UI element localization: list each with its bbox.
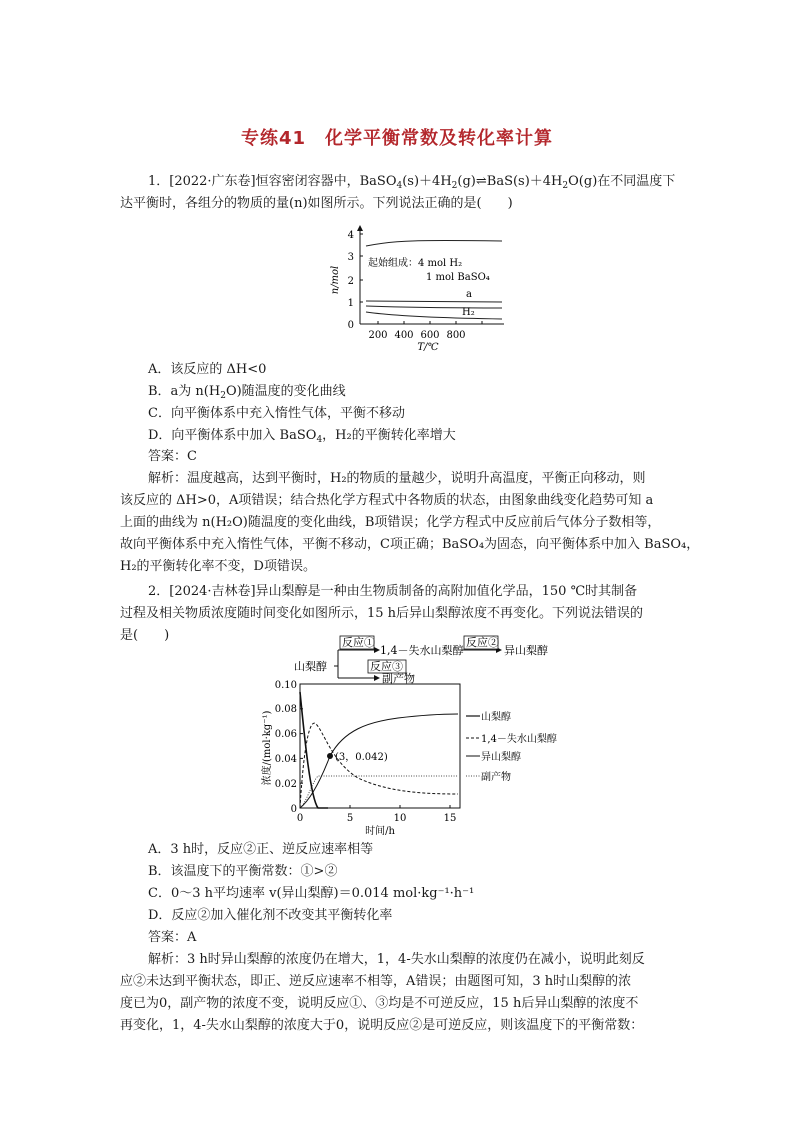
q1-curve-h2o [366, 241, 502, 246]
q1-annot-line2: 1 mol BaSO₄ [426, 272, 490, 283]
q1-ytick-3: 3 [347, 252, 354, 263]
q2-explanation-1: 解析：3 h时异山梨醇的浓度仍在增大，1，4-失水山梨醇的浓度仍在减小，说明此刻反 [148, 952, 645, 967]
q1-option-a: A．该反应的 ΔH<0 [148, 362, 267, 377]
q1-explanation-3: 上面的曲线为 n(H₂O)随温度的变化曲线，B项错误；化学方程式中反应前后气体分子数相等， [120, 515, 661, 530]
q2-stem-line2: 过程及相关物质浓度随时间变化如图所示，15 h后异山梨醇浓度不再变化。下列说法错误的 [120, 606, 644, 621]
q1-explanation-5: H₂的平衡转化率不变，D项错误。 [120, 559, 316, 574]
q1-curve-mid [366, 306, 502, 308]
q2-ytick-010: 0.10 [274, 680, 297, 691]
q2-xtick-15: 15 [443, 813, 457, 824]
q2-option-a: A．3 h时，反应②正、逆反应速率相等 [148, 842, 374, 857]
q2-ylabel: 浓度/(mol·kg⁻¹) [262, 710, 273, 786]
q1-ytick-0: 0 [347, 320, 354, 331]
q1-xtick-600: 600 [420, 330, 440, 341]
q2-xtick-0: 0 [296, 813, 304, 824]
q2-scheme-reactant: 山梨醇 [294, 660, 327, 673]
q1-xtick-200: 200 [368, 330, 388, 341]
q1-yticks [348, 230, 363, 331]
q2-curve-byproduct [300, 776, 458, 808]
q2-scheme-intermediate: 1,4－失水山梨醇 [380, 644, 464, 657]
q1-xtick-400: 400 [394, 330, 414, 341]
q2-ytick-004: 0.04 [274, 754, 297, 765]
q2-xlabel: 时间/h [365, 826, 395, 837]
q2-legend-sorbitol: 山梨醇 [481, 712, 511, 723]
q2-explanation-2: 应②未达到平衡状态，即正、逆反应速率不相等，A错误；由题图可知，3 h时山梨醇的浓 [120, 974, 632, 989]
q1-label-h2: H₂ [462, 307, 475, 318]
q2-figure [258, 632, 558, 838]
q1-label-a: a [466, 289, 472, 300]
q1-curve-h2 [366, 312, 502, 319]
q1-curve-a [366, 301, 502, 302]
q2-scheme-r3: 反应③ [370, 660, 403, 673]
q2-xtick-5: 5 [346, 813, 354, 824]
q2-scheme-byproduct: 副产物 [382, 672, 415, 685]
q2-explanation-3: 度已为0，副产物的浓度不变，说明反应①、③均是不可逆反应，15 h后异山梨醇的浓度不 [120, 996, 639, 1011]
q2-scheme-product: 异山梨醇 [504, 644, 548, 657]
q1-ytick-2: 2 [347, 276, 354, 287]
q1-option-d: D．向平衡体系中加入 BaSO$_4$，H₂的平衡转化率增大 [148, 428, 456, 445]
q1-explanation-2: 该反应的 ΔH>0，A项错误；结合热化学方程式中各物质的状态，由图象曲线变化趋势可知 a [120, 493, 654, 508]
q1-explanation-4: 故向平衡体系中充入惰性气体，平衡不移动，C项正确；BaSO₄为固态，向平衡体系中加入 BaSO₄， [120, 537, 700, 552]
q2-yticks [275, 680, 303, 815]
q1-annot-line1: 起始组成：4 mol H₂ [368, 258, 463, 269]
q2-ytick-008: 0.08 [274, 704, 297, 715]
q1-option-c: C．向平衡体系中充入惰性气体，平衡不移动 [148, 406, 405, 421]
q2-option-c: C．0～3 h平均速率 v(异山梨醇)＝0.014 mol·kg⁻¹·h⁻¹ [148, 886, 475, 901]
q1-ytick-1: 1 [347, 298, 354, 309]
q2-stem-line1: 2．[2024·吉林卷]异山梨醇是一种由生物质制备的高附加值化学品，150 ℃时其制备 [148, 584, 638, 599]
q2-stem-line3: 是( ) [120, 628, 170, 643]
q2-scheme-r1: 反应① [342, 636, 375, 649]
q1-stem-line2: 达平衡时，各组分的物质的量(n)如图所示。下列说法正确的是( ) [120, 196, 513, 211]
q2-legend-byproduct: 副产物 [481, 772, 511, 783]
q2-curve-anhydro [300, 723, 458, 808]
q2-legend-isosorbide: 异山梨醇 [481, 752, 521, 763]
q2-answer: 答案：A [148, 930, 197, 945]
q2-point-label: (3，0.042) [335, 752, 388, 763]
q2-ytick-0: 0 [290, 804, 297, 815]
q2-scheme-r2: 反应② [466, 636, 499, 649]
q1-xlabel: T/℃ [417, 342, 439, 352]
q1-stem-line1: 1．[2022·广东卷]恒容密闭容器中，$BaSO_4(s)+4H_2(g)\rightleftharpoons BaS(s)+4H_2O(g)$在不同温度下 [148, 174, 676, 191]
q1-answer: 答案：C [148, 449, 197, 464]
q2-ytick-002: 0.02 [274, 779, 297, 790]
q2-explanation-4: 再变化，1，4-失水山梨醇的浓度大于0，说明反应②是可逆反应，则该温度下的平衡常数： [120, 1018, 644, 1033]
q2-legend-anhydro: 1,4－失水山梨醇 [481, 734, 557, 745]
page-title: 专练41 化学平衡常数及转化率计算 [240, 128, 554, 149]
q2-point-marker [327, 753, 333, 759]
q1-ylabel: n/mol [330, 265, 341, 295]
q1-ytick-4: 4 [347, 230, 354, 241]
q2-option-d: D．反应②加入催化剂不改变其平衡转化率 [148, 908, 393, 923]
q1-figure [324, 222, 514, 352]
q2-option-b: B．该温度下的平衡常数：①>② [148, 864, 338, 879]
q1-explanation-1: 解析：温度越高，达到平衡时，H₂的物质的量越少，说明升高温度，平衡正向移动，则 [148, 471, 646, 486]
q2-xtick-10: 10 [393, 813, 407, 824]
q1-option-b: B．a为 $n(H_2O)$随温度的变化曲线 [148, 384, 346, 401]
q2-legend [466, 710, 557, 783]
q1-xtick-800: 800 [446, 330, 466, 341]
q2-ytick-006: 0.06 [274, 729, 297, 740]
